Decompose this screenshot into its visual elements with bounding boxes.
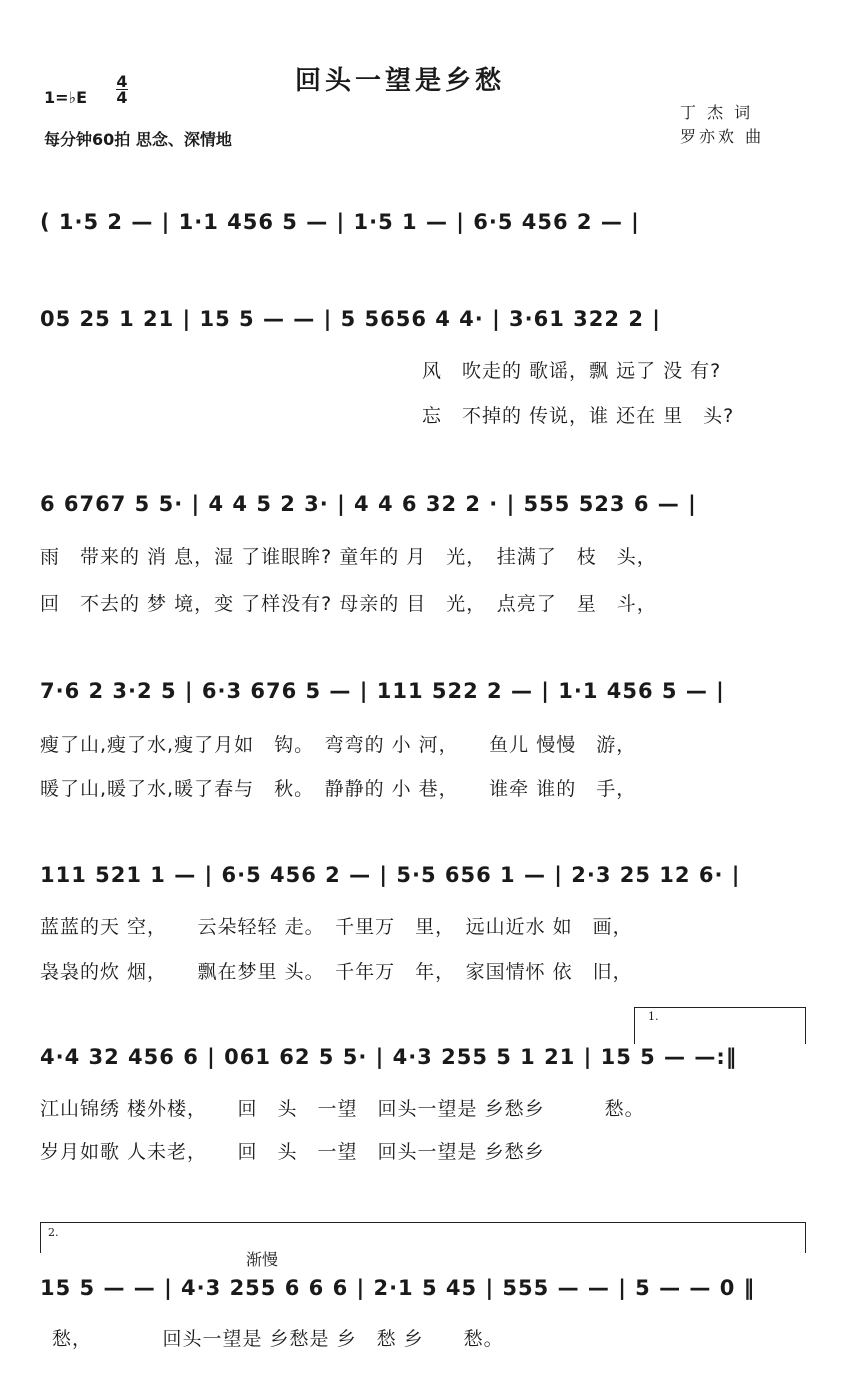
score-system-1: ( 1·5 2 — | 1·1 456 5 — | 1·5 1 — | 6·5 456 2 — | [40,210,640,234]
first-ending-bracket [634,1007,806,1044]
first-ending-label: 1. [648,1010,659,1023]
time-signature-bottom: 4 [116,88,128,107]
lyric-system-7-verse-1: 愁， 回头一望是 乡愁是 乡 愁 乡 愁。 [52,1328,504,1350]
tempo-text: 每分钟60拍 思念、深情地 [44,130,232,149]
lyric-system-6-verse-2: 岁月如歌 人未老， 回 头 一望 回头一望是 乡愁乡 [40,1141,545,1163]
lyric-system-5-verse-1: 蓝蓝的天 空， 云朵轻轻 走。 千里万 里， 远山近水 如 画， [40,916,633,938]
score-system-2: 05 25 1 21 | 15 5 — — | 5 5656 4 4· | 3·61 322 2 | [40,307,661,331]
lyricist: 丁 杰 词 [680,103,754,122]
lyric-system-6-verse-1: 江山锦绣 楼外楼， 回 头 一望 回头一望是 乡愁乡 愁。 [40,1098,645,1120]
score-system-3: 6 6767 5 5· | 4 4 5 2 3· | 4 4 6 32 2 · | 555 523 6 — | [40,492,697,516]
lyric-system-3-verse-1: 雨 带来的 消 息，湿 了谁眼眸? 童年的 月 光， 挂满了 枝 头， [40,546,657,568]
lyric-system-4-verse-2: 暖了山,暖了水,暖了春与 秋。 静静的 小 巷， 谁牵 谁的 手， [40,778,637,800]
ritardando-mark: 渐慢 [246,1250,279,1269]
second-ending-label: 2. [48,1226,59,1239]
key-signature: 1=♭E [44,88,88,107]
score-system-7: 15 5 — — | 4·3 255 6 6 6 | 2·1 5 45 | 555 — — | 5 — — 0 ‖ [40,1276,756,1300]
second-ending-bracket [40,1222,806,1253]
time-signature [116,74,128,105]
lyric-system-3-verse-2: 回 不去的 梦 境，变 了样没有? 母亲的 目 光， 点亮了 星 斗， [40,593,657,615]
time-signature-top: 4 [116,72,128,91]
score-system-5: 111 521 1 — | 6·5 456 2 — | 5·5 656 1 — | 2·3 25 12 6· | [40,863,741,887]
score-system-6: 4·4 32 456 6 | 061 62 5 5· | 4·3 255 5 1 21 | 15 5 — —:‖ [40,1045,738,1069]
composer: 罗亦欢 曲 [680,127,765,146]
lyric-system-2-verse-1: 风 吹走的 歌谣，飘 远了 没 有? [422,360,722,382]
lyric-system-5-verse-2: 袅袅的炊 烟， 飘在梦里 头。 千年万 年， 家国情怀 依 旧， [40,961,633,983]
score-system-4: 7·6 2 3·2 5 | 6·3 676 5 — | 111 522 2 — | 1·1 456 5 — | [40,679,725,703]
lyric-system-4-verse-1: 瘦了山,瘦了水,瘦了月如 钩。 弯弯的 小 河， 鱼儿 慢慢 游， [40,734,637,756]
lyric-system-2-verse-2: 忘 不掉的 传说，谁 还在 里 头? [422,405,735,427]
song-title: 回头一望是乡愁 [295,66,506,96]
